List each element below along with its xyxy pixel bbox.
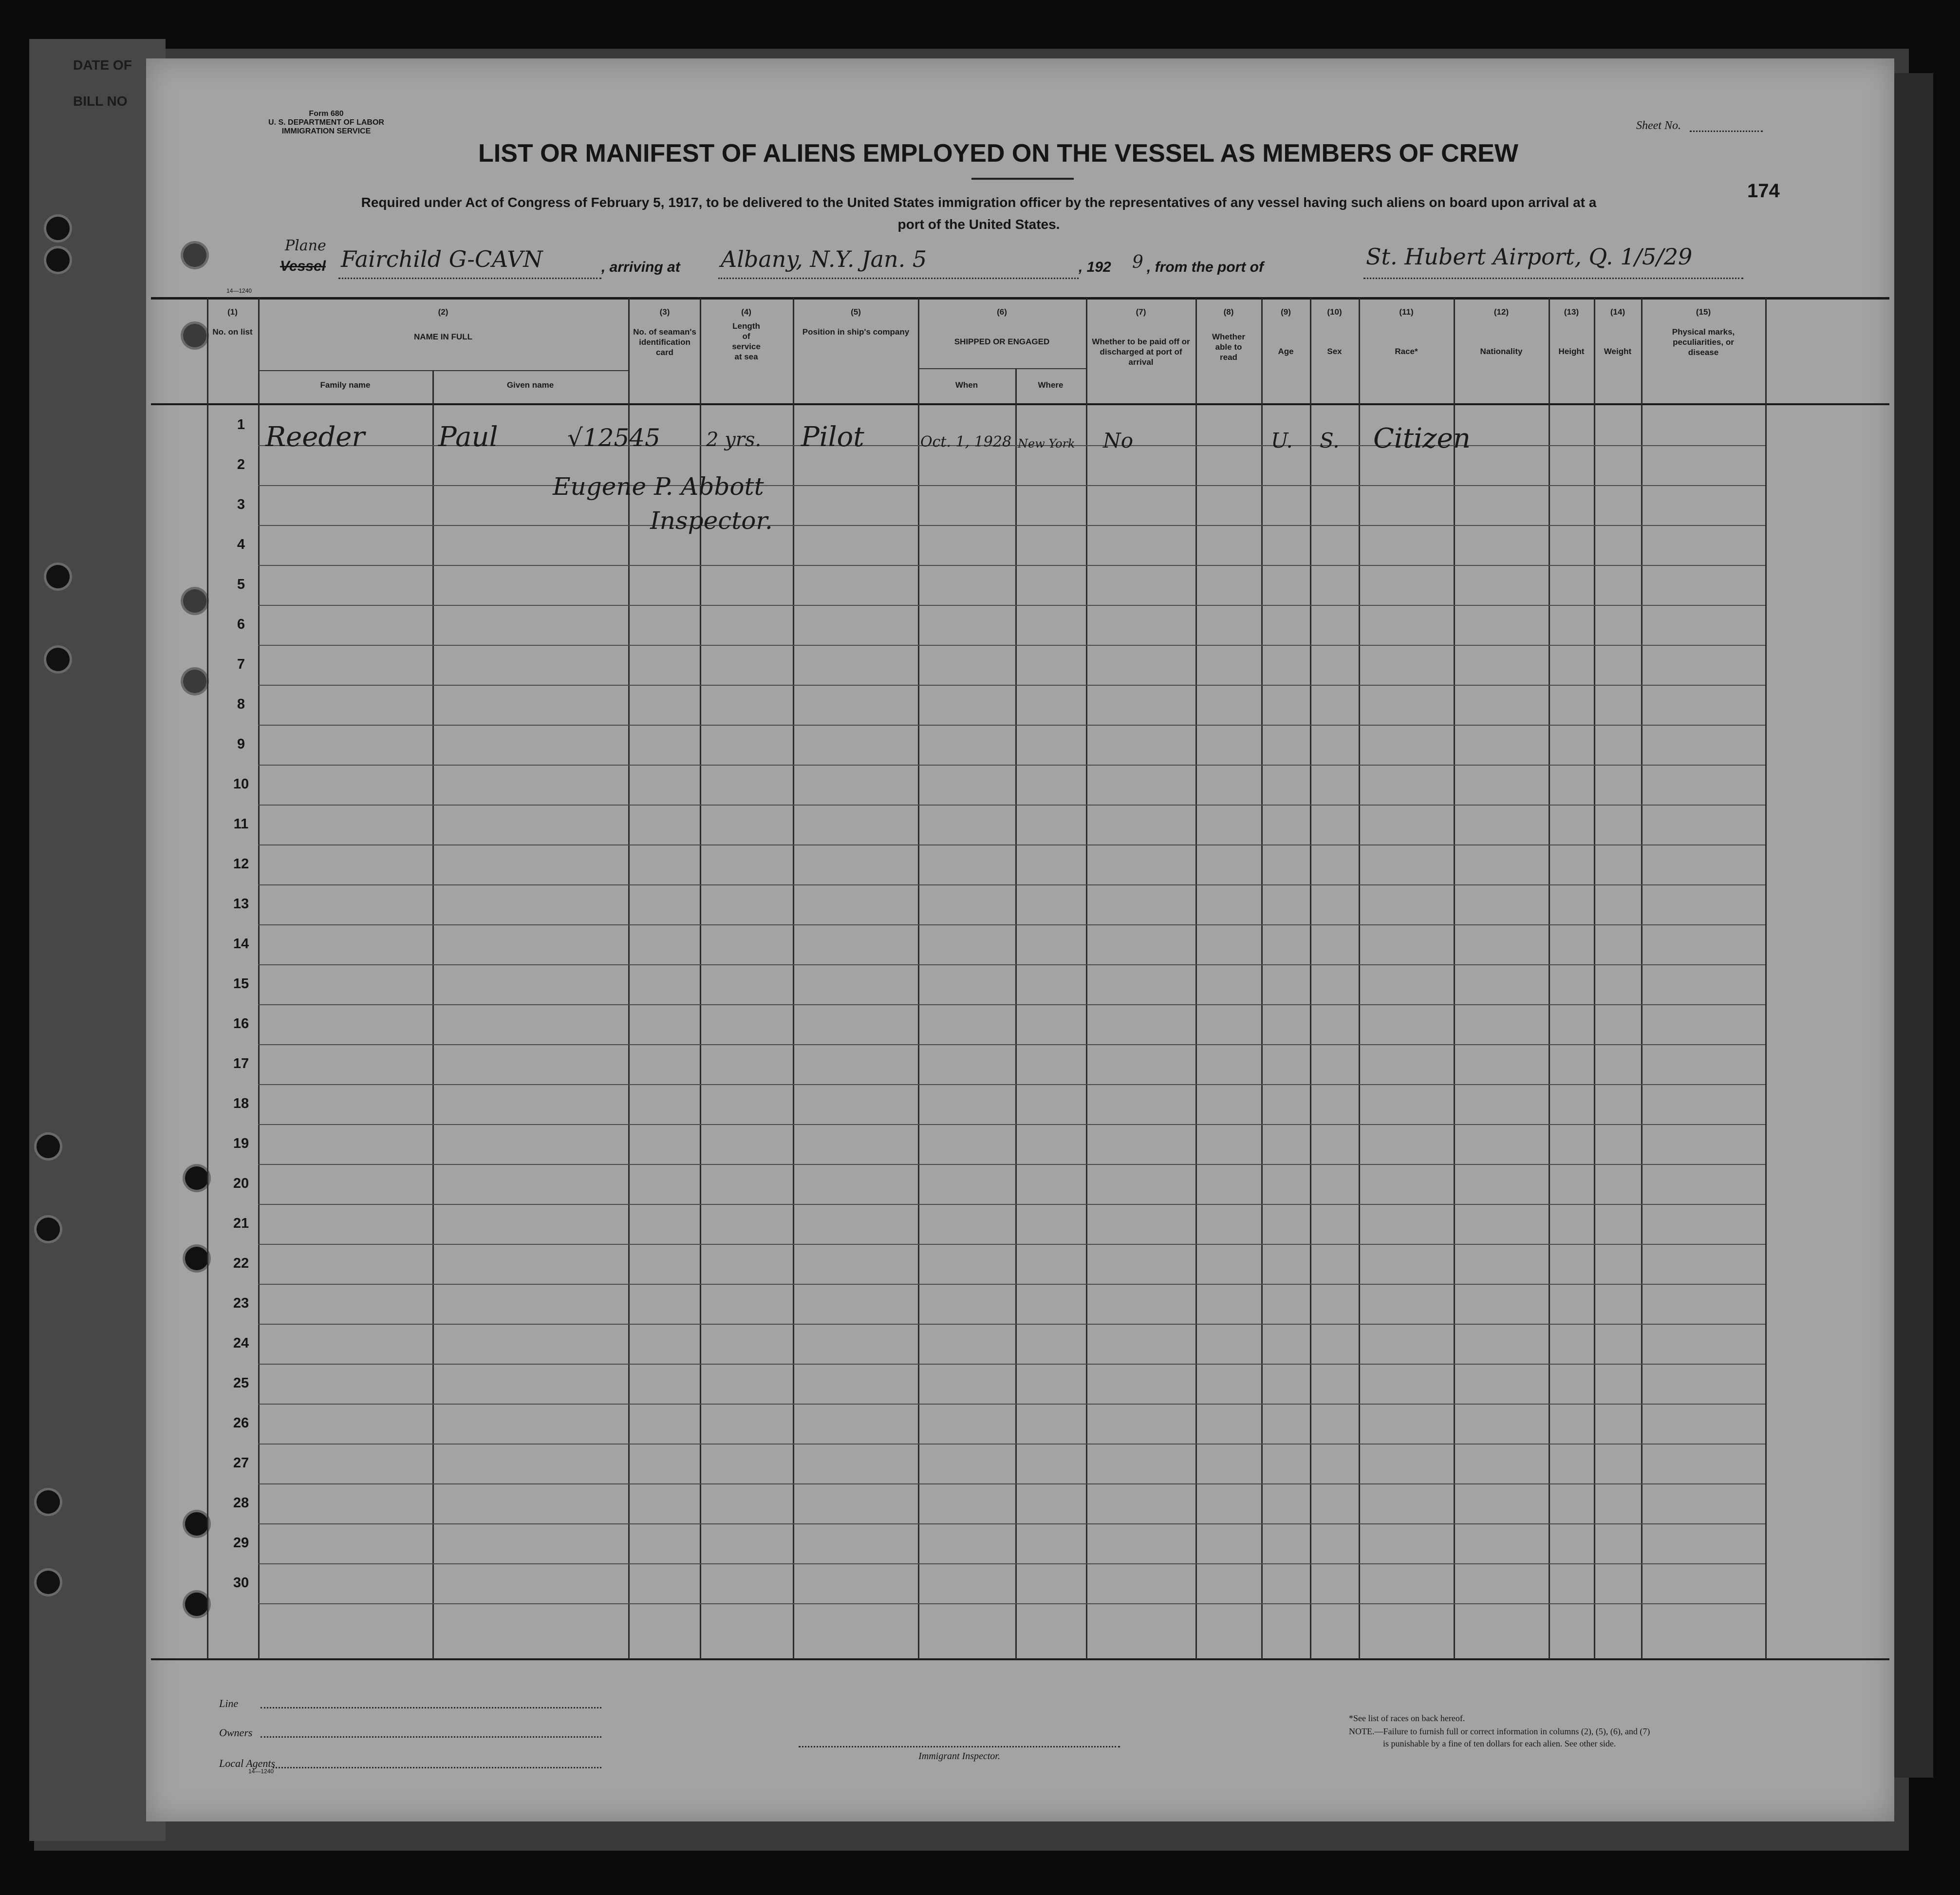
row-rule — [258, 805, 1765, 806]
shipped-subheader-rule — [918, 368, 1086, 369]
corner-stamp-date: DATE OF — [73, 57, 132, 73]
row-rule — [258, 844, 1765, 845]
column-divider — [1359, 298, 1360, 1659]
col4-label: Length of service at sea — [732, 321, 761, 361]
footer-inspector-label: Immigrant Inspector. — [918, 1751, 1000, 1762]
punch-hole — [185, 1593, 208, 1616]
row-number: 6 — [237, 617, 245, 632]
from-port: St. Hubert Airport, Q. 1/5/29 — [1366, 244, 1693, 270]
row-rule — [258, 1483, 1765, 1484]
row-number: 21 — [233, 1216, 249, 1231]
small-code: 14—1240 — [226, 287, 252, 294]
row-rule — [258, 1124, 1765, 1125]
footer-agents-label: Local Agents — [219, 1757, 276, 1769]
footer-owners-label: Owners — [219, 1726, 253, 1739]
column-divider — [1549, 298, 1550, 1659]
footer-agents-field — [273, 1767, 601, 1768]
row-rule — [258, 884, 1765, 885]
row-number: 23 — [233, 1295, 249, 1311]
row-number: 10 — [233, 776, 249, 792]
col15-header — [1642, 307, 1765, 357]
entry-where: New York — [1018, 437, 1075, 450]
row-number: 3 — [237, 497, 245, 512]
row-number: 12 — [233, 856, 249, 872]
row-number: 30 — [233, 1575, 249, 1591]
col10-number: (10) — [1327, 307, 1342, 317]
binder-hole — [46, 565, 70, 588]
row-rule — [258, 645, 1765, 646]
form-header — [234, 110, 419, 136]
col7-header — [1087, 307, 1195, 367]
col10-header — [1311, 307, 1358, 356]
column-divider — [207, 298, 208, 1659]
col6-label: SHIPPED OR ENGAGED — [954, 337, 1050, 346]
row-number: 29 — [233, 1535, 249, 1551]
column-divider — [1310, 298, 1311, 1659]
col3-header — [631, 307, 699, 357]
row-number: 11 — [233, 816, 249, 832]
punch-hole — [185, 1166, 208, 1190]
footer-line-label: Line — [219, 1697, 239, 1709]
row-rule — [258, 525, 1765, 526]
from-port-line — [1363, 278, 1743, 279]
entry-paid-off: No — [1103, 429, 1134, 452]
title-rule — [971, 178, 1074, 180]
inspector-signature-line — [799, 1746, 1120, 1747]
row-number: 15 — [233, 976, 249, 992]
row-number: 25 — [233, 1375, 249, 1391]
year-prefix: , 192 — [1079, 259, 1111, 275]
arriving-place-line — [718, 278, 1079, 279]
row-number: 5 — [237, 577, 245, 592]
row-rule — [258, 924, 1765, 925]
binder-hole — [37, 1218, 60, 1241]
header-bottom-rule — [151, 403, 1889, 405]
row-number: 14 — [233, 936, 249, 952]
punch-hole — [185, 1247, 208, 1270]
col6-number: (6) — [997, 307, 1007, 317]
subtitle-line2: port of the United States. — [897, 217, 1060, 232]
page-title: LIST OR MANIFEST OF ALIENS EMPLOYED ON THE VESSEL AS MEMBERS OF CREW — [478, 139, 1518, 168]
entry-sex: S. — [1320, 429, 1340, 452]
row-number: 8 — [237, 696, 245, 712]
row-rule — [258, 485, 1765, 486]
row-rule — [258, 1364, 1765, 1365]
row-number: 9 — [237, 736, 245, 752]
footer-agents-code: 14—1240 — [248, 1768, 274, 1775]
entry-age: U. — [1271, 429, 1293, 452]
row-number: 17 — [233, 1056, 249, 1071]
column-divider — [1594, 298, 1595, 1659]
row-rule — [258, 565, 1765, 566]
col14-header — [1595, 307, 1641, 356]
row-number: 22 — [233, 1256, 249, 1271]
row-number: 1 — [237, 417, 245, 432]
row-rule — [258, 1004, 1765, 1005]
column-divider — [1015, 368, 1017, 1659]
row-number: 27 — [233, 1455, 249, 1471]
plane-label: Plane — [285, 237, 326, 254]
column-divider — [918, 298, 919, 1659]
col14-number: (14) — [1610, 307, 1625, 317]
vessel-name-line — [338, 278, 601, 279]
col8-number: (8) — [1223, 307, 1234, 317]
col7-number: (7) — [1136, 307, 1146, 317]
row-number: 7 — [237, 657, 245, 672]
row-rule — [258, 765, 1765, 766]
row-number: 20 — [233, 1176, 249, 1191]
row-rule — [258, 1204, 1765, 1205]
column-divider — [1195, 298, 1197, 1659]
subtitle-line1: Required under Act of Congress of February 5, 1917, to be delivered to the United States immigration officer by the representatives of any vessel having such aliens on board upon arrival at a — [361, 195, 1597, 210]
punch-hole — [183, 670, 206, 693]
col10-label: Sex — [1327, 347, 1342, 356]
column-divider — [1765, 298, 1767, 1659]
row-rule — [258, 1244, 1765, 1245]
table-bottom-rule — [151, 1658, 1889, 1660]
footer-owners-field — [261, 1736, 601, 1738]
name-subheader-rule — [258, 370, 628, 371]
col6a-label: When — [955, 380, 978, 390]
column-divider — [1454, 298, 1455, 1659]
footer-note-failure: NOTE.—Failure to furnish full or correct information in columns (2), (5), (6), and (7) — [1349, 1726, 1650, 1736]
row-rule — [258, 605, 1765, 606]
binder-hole — [46, 217, 70, 240]
vessel-label: Vessel — [280, 258, 326, 274]
row-rule — [258, 1563, 1765, 1564]
row-rule — [258, 685, 1765, 686]
binder-hole — [37, 1135, 60, 1158]
row-rule — [258, 964, 1765, 965]
punch-hole — [183, 324, 206, 347]
from-label: , from the port of — [1147, 259, 1264, 275]
footer-note-races: *See list of races on back hereof. — [1349, 1713, 1465, 1723]
footer-line-field — [261, 1707, 601, 1708]
entry-when: Oct. 1, 1928 — [920, 433, 1012, 450]
row-rule — [258, 1404, 1765, 1405]
row-rule — [258, 1044, 1765, 1045]
col7-label: Whether to be paid off or discharged at port of arrival — [1092, 337, 1190, 367]
row-number: 26 — [233, 1415, 249, 1431]
col3-label: No. of seaman's identification card — [633, 327, 696, 357]
col9-header — [1262, 307, 1309, 356]
vessel-name: Fairchild G-CAVN — [341, 246, 543, 272]
row-number: 2 — [237, 457, 245, 472]
binder-hole — [46, 648, 70, 671]
binder-hole — [37, 1490, 60, 1514]
column-divider — [432, 370, 434, 1659]
inspector-signature: Eugene P. Abbott — [553, 472, 764, 501]
row-number: 16 — [233, 1016, 249, 1032]
footer-note-fine: is punishable by a fine of ten dollars for each alien. See other side. — [1383, 1739, 1616, 1748]
manifest-page — [146, 58, 1894, 1821]
entry-card-number: √12545 — [567, 424, 660, 452]
col2b-label: Given name — [506, 380, 554, 390]
entry-family-name: Reeder — [265, 421, 365, 453]
column-divider — [1086, 298, 1087, 1659]
table-top-rule — [151, 297, 1889, 300]
punch-hole — [183, 589, 206, 613]
sheet-label: Sheet No. — [1636, 119, 1681, 132]
entry-race: Citizen — [1373, 423, 1471, 454]
col5-label: Position in ship's company — [802, 327, 910, 337]
department-name: U. S. DEPARTMENT OF LABOR — [268, 118, 384, 127]
sheet-number-line — [1690, 131, 1763, 132]
col12-label: Nationality — [1480, 347, 1523, 356]
col5-header — [794, 307, 918, 337]
punch-hole — [183, 244, 206, 267]
col5-number: (5) — [851, 307, 861, 317]
col2-header — [258, 307, 628, 342]
col2-label: NAME IN FULL — [414, 332, 472, 341]
col15-number: (15) — [1696, 307, 1711, 317]
inspector-title: Inspector. — [650, 507, 773, 535]
col6b-label: Where — [1038, 380, 1064, 390]
col13-label: Height — [1558, 347, 1585, 356]
year-digit: 9 — [1132, 252, 1143, 272]
row-number: 13 — [233, 896, 249, 912]
col14-label: Weight — [1604, 347, 1632, 356]
page-number: 174 — [1747, 180, 1780, 202]
row-rule — [258, 1603, 1765, 1604]
col13-header — [1549, 307, 1593, 356]
arriving-label: , arriving at — [601, 259, 680, 275]
row-number: 19 — [233, 1136, 249, 1151]
col11-number: (11) — [1399, 307, 1414, 317]
col8-label: Whether able to read — [1212, 332, 1245, 362]
row-rule — [258, 1523, 1765, 1524]
col9-number: (9) — [1281, 307, 1291, 317]
col3-number: (3) — [659, 307, 670, 317]
column-divider — [793, 298, 794, 1659]
binder-hole — [46, 248, 70, 272]
col8-header — [1196, 307, 1261, 362]
row-number: 28 — [233, 1495, 249, 1511]
col2-number: (2) — [438, 307, 448, 317]
row-number: 18 — [233, 1096, 249, 1111]
row-rule — [258, 1284, 1765, 1285]
col2a-label: Family name — [320, 380, 371, 390]
col9-label: Age — [1278, 347, 1294, 356]
col11-label: Race* — [1395, 347, 1418, 356]
entry-position: Pilot — [801, 421, 864, 453]
col1-number: (1) — [227, 307, 238, 317]
entry-given-name: Paul — [438, 421, 498, 453]
binder-hole — [37, 1571, 60, 1594]
row-number: 4 — [237, 537, 245, 552]
entry-length-of-service: 2 yrs. — [706, 429, 762, 451]
row-rule — [258, 1324, 1765, 1325]
col13-number: (13) — [1564, 307, 1579, 317]
row-rule — [258, 1444, 1765, 1445]
col4-number: (4) — [741, 307, 751, 317]
column-divider — [1261, 298, 1263, 1659]
row-rule — [258, 725, 1765, 726]
row-number: 24 — [233, 1335, 249, 1351]
row-rule — [258, 1164, 1765, 1165]
column-divider — [1641, 298, 1643, 1659]
col6-header — [918, 307, 1086, 347]
col12-header — [1455, 307, 1548, 356]
col12-number: (12) — [1493, 307, 1509, 317]
col15-label: Physical marks, peculiarities, or disease — [1672, 327, 1735, 357]
punch-hole — [185, 1512, 208, 1536]
column-divider — [628, 298, 630, 1659]
row-rule — [258, 1084, 1765, 1085]
service-name: IMMIGRATION SERVICE — [281, 127, 371, 135]
corner-stamp-bill: BILL NO — [73, 94, 128, 109]
column-divider — [700, 298, 701, 1659]
col1-label: No. on list — [212, 327, 253, 337]
arriving-place: Albany, N.Y. Jan. 5 — [721, 246, 927, 272]
col1-header — [207, 307, 258, 337]
col4-header — [701, 307, 791, 362]
form-number: Form 680 — [309, 110, 344, 118]
col11-header — [1360, 307, 1453, 356]
